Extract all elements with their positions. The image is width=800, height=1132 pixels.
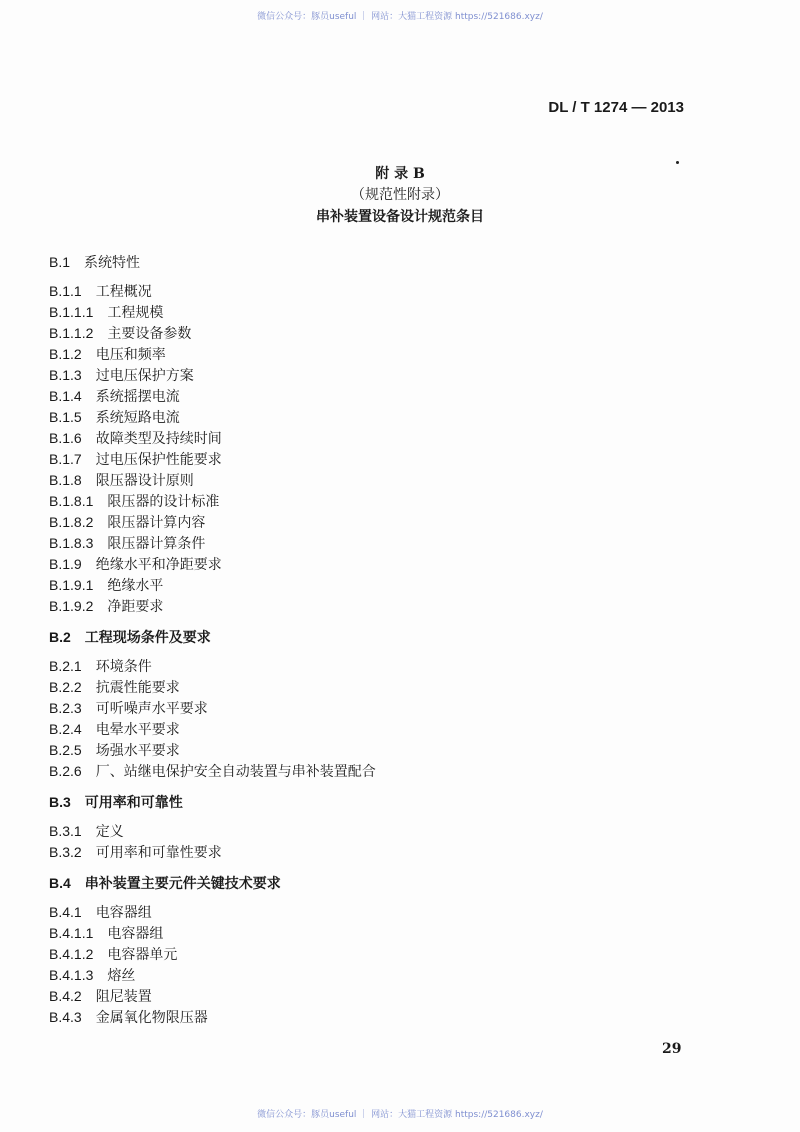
item-text: 阻尼装置 xyxy=(95,989,152,1005)
list-item xyxy=(49,449,729,470)
item-number: B.2.4 xyxy=(49,721,82,737)
item-text: 主要设备参数 xyxy=(107,326,192,342)
item-text: 限压器设计原则 xyxy=(95,473,194,489)
item-text: 绝缘水平 xyxy=(107,578,164,594)
item-text: 故障类型及持续时间 xyxy=(95,431,222,447)
item-text: 可听噪声水平要求 xyxy=(95,701,208,717)
item-number: B.2.2 xyxy=(49,679,82,695)
list-item xyxy=(49,761,729,782)
item-text: 工程规模 xyxy=(107,305,164,321)
item-text: 环境条件 xyxy=(95,659,152,675)
list-item xyxy=(49,575,729,596)
section-number: B.2 xyxy=(49,629,71,645)
item-text: 限压器计算条件 xyxy=(107,536,206,552)
item-text: 电晕水平要求 xyxy=(95,722,180,738)
section-title: 可用率和可靠性 xyxy=(84,795,183,811)
page-number: 29 xyxy=(662,1041,682,1057)
list-item xyxy=(49,596,729,617)
list-item xyxy=(49,470,729,491)
standard-code: DL / T 1274 — 2013 xyxy=(548,99,684,116)
item-text: 限压器计算内容 xyxy=(107,515,206,531)
item-number: B.4.1.2 xyxy=(49,946,94,962)
watermark-bottom: 微信公众号：豚员useful ｜ 网站：大猫工程资源 https://521686.xyz/ xyxy=(257,1110,543,1120)
item-text: 金属氧化物限压器 xyxy=(95,1010,208,1026)
list-item xyxy=(49,740,729,761)
appendix-subtitle: 串补装置设备设计规范条目 xyxy=(316,209,484,225)
watermark-top: 微信公众号：豚员useful ｜ 网站：大猫工程资源 https://521686.xyz/ xyxy=(257,12,543,22)
list-item xyxy=(49,344,729,365)
item-number: B.1.5 xyxy=(49,409,82,425)
item-number: B.1.9.2 xyxy=(49,598,94,614)
item-number: B.3.1 xyxy=(49,823,82,839)
item-number: B.1.1.1 xyxy=(49,304,94,320)
section-items xyxy=(49,656,729,782)
list-item xyxy=(49,821,729,842)
section-items xyxy=(49,281,729,617)
section-number: B.3 xyxy=(49,794,71,810)
item-text: 抗震性能要求 xyxy=(95,680,180,696)
list-item xyxy=(49,965,729,986)
toc-content xyxy=(49,252,729,1038)
section-title: 串补装置主要元件关键技术要求 xyxy=(84,876,281,892)
appendix-title: 附 录 B xyxy=(375,166,425,182)
list-item xyxy=(49,986,729,1007)
item-number: B.1.7 xyxy=(49,451,82,467)
list-item xyxy=(49,512,729,533)
appendix-type: （规范性附录） xyxy=(351,187,449,203)
section-number: B.4 xyxy=(49,875,71,891)
item-text: 场强水平要求 xyxy=(95,743,180,759)
section-heading xyxy=(49,873,729,894)
section-heading xyxy=(49,252,729,273)
item-number: B.1.9.1 xyxy=(49,577,94,593)
list-item xyxy=(49,944,729,965)
item-text: 熔丝 xyxy=(107,968,136,984)
item-text: 工程概况 xyxy=(95,284,152,300)
item-number: B.2.3 xyxy=(49,700,82,716)
item-text: 电容器组 xyxy=(95,905,152,921)
item-number: B.4.3 xyxy=(49,1009,82,1025)
list-item xyxy=(49,491,729,512)
item-number: B.4.1 xyxy=(49,904,82,920)
list-item xyxy=(49,281,729,302)
item-text: 电压和频率 xyxy=(95,347,166,363)
list-item xyxy=(49,554,729,575)
list-item xyxy=(49,677,729,698)
item-number: B.1.1 xyxy=(49,283,82,299)
item-number: B.1.4 xyxy=(49,388,82,404)
list-item xyxy=(49,386,729,407)
item-number: B.4.1.1 xyxy=(49,925,94,941)
list-item xyxy=(49,719,729,740)
item-number: B.1.1.2 xyxy=(49,325,94,341)
list-item xyxy=(49,428,729,449)
item-number: B.1.3 xyxy=(49,367,82,383)
section-number: B.1 xyxy=(49,254,71,270)
item-text: 绝缘水平和净距要求 xyxy=(95,557,222,573)
item-text: 系统短路电流 xyxy=(95,410,180,426)
section-title: 工程现场条件及要求 xyxy=(84,630,211,646)
item-number: B.1.8 xyxy=(49,472,82,488)
item-number: B.1.8.1 xyxy=(49,493,94,509)
item-text: 电容器单元 xyxy=(107,947,178,963)
item-number: B.1.8.3 xyxy=(49,535,94,551)
list-item xyxy=(49,902,729,923)
list-item xyxy=(49,365,729,386)
item-text: 可用率和可靠性要求 xyxy=(95,845,222,861)
item-text: 过电压保护方案 xyxy=(95,368,194,384)
section-heading xyxy=(49,627,729,648)
item-number: B.3.2 xyxy=(49,844,82,860)
list-item xyxy=(49,302,729,323)
list-item xyxy=(49,923,729,944)
section-items xyxy=(49,821,729,863)
item-number: B.2.5 xyxy=(49,742,82,758)
item-text: 厂、站继电保护安全自动装置与串补装置配合 xyxy=(95,764,376,780)
item-text: 定义 xyxy=(95,824,124,840)
list-item xyxy=(49,1007,729,1028)
item-number: B.4.1.3 xyxy=(49,967,94,983)
list-item xyxy=(49,698,729,719)
item-text: 系统摇摆电流 xyxy=(95,389,180,405)
item-number: B.1.9 xyxy=(49,556,82,572)
list-item xyxy=(49,842,729,863)
list-item xyxy=(49,323,729,344)
section-title: 系统特性 xyxy=(84,255,141,271)
item-text: 过电压保护性能要求 xyxy=(95,452,222,468)
item-number: B.4.2 xyxy=(49,988,82,1004)
section-heading xyxy=(49,792,729,813)
item-number: B.1.8.2 xyxy=(49,514,94,530)
list-item xyxy=(49,407,729,428)
list-item xyxy=(49,656,729,677)
item-text: 电容器组 xyxy=(107,926,164,942)
item-text: 净距要求 xyxy=(107,599,164,615)
item-number: B.1.6 xyxy=(49,430,82,446)
item-number: B.1.2 xyxy=(49,346,82,362)
section-items xyxy=(49,902,729,1028)
item-number: B.2.1 xyxy=(49,658,82,674)
item-number: B.2.6 xyxy=(49,763,82,779)
list-item xyxy=(49,533,729,554)
item-text: 限压器的设计标准 xyxy=(107,494,220,510)
